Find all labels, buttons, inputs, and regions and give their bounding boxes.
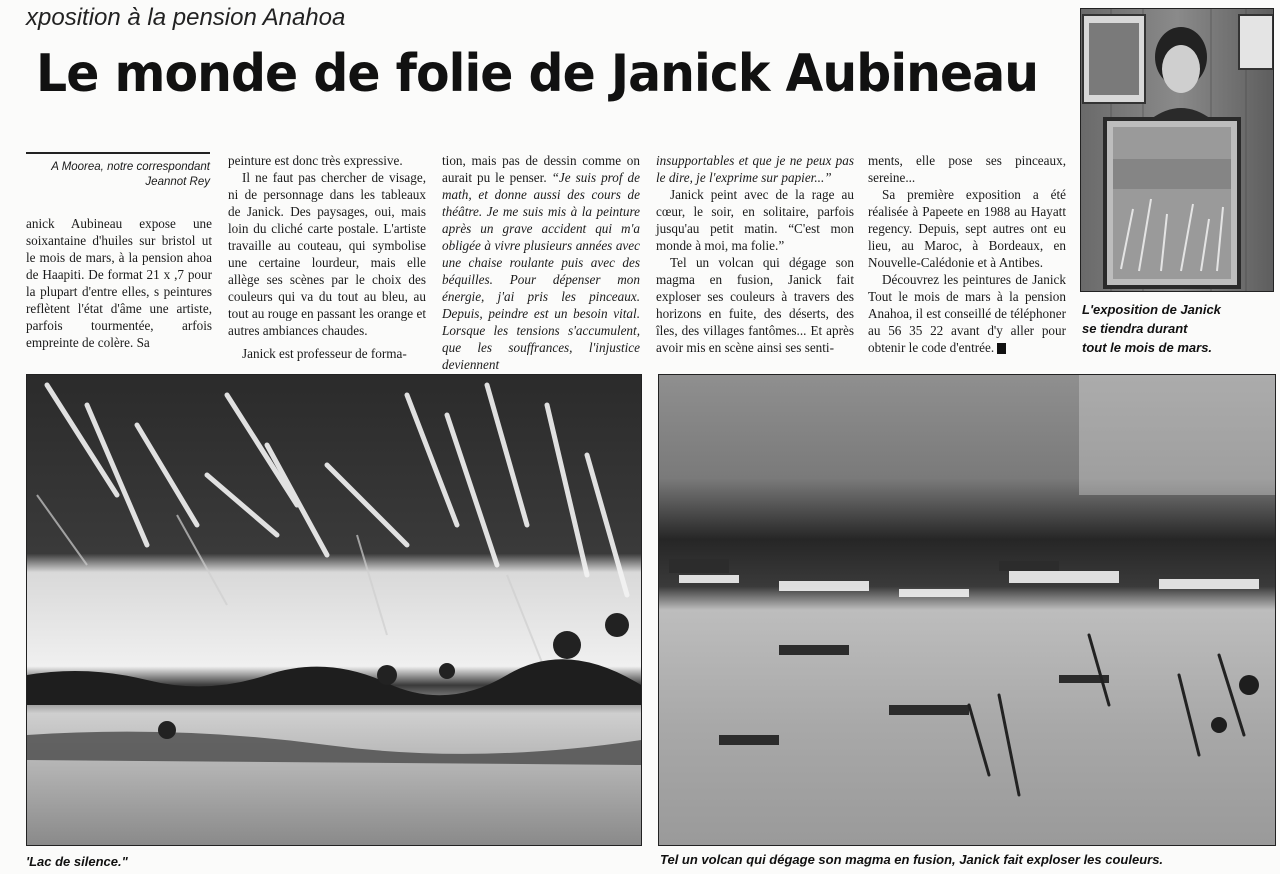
painting-lac-de-silence <box>26 374 642 846</box>
paragraph: anick Aubineau expose une soixantaine d'huiles sur bristol ut le mois de mars, à la pension ahoa de Haapiti. De format 21 x ,7 pour la plupart d'entre elles, s peintures reflètent l'état d'âme une artiste, parfois tourmentée, arfois empreinte de colère. Sa <box>26 216 212 350</box>
article-column-5 <box>868 152 1066 356</box>
volcano-caption: Tel un volcan qui dégage son magma en fusion, Janick fait exploser les couleurs. <box>660 852 1164 867</box>
paragraph: ments, elle pose ses pinceaux, sereine... <box>868 153 1066 185</box>
paragraph <box>656 152 854 186</box>
quote: insupportables et que je ne peux pas le dire, je l'exprime sur papier...” <box>656 153 854 185</box>
article-column-2 <box>228 152 426 362</box>
paragraph: Sa première exposition a été réalisée à Papeete en 1988 au Hayatt regency. Depuis, sept autres ont eu lieu, au Maroc, à Bordeaux, en Nouvelle-Calédonie et à Antibes. <box>868 187 1066 270</box>
show-through-ghost-text <box>300 104 1000 134</box>
portrait-caption-line: L'exposition de Janick <box>1082 302 1221 317</box>
article-column-1 <box>26 215 212 351</box>
paragraph: Tel un volcan qui dégage son magma en fusion, Janick fait exploser ses couleurs à travers des horizons en fuite, des déserts, des îles, des villages fantômes... Et après avoir mis en scène ainsi ses senti- <box>656 255 854 355</box>
article-column-3 <box>442 152 640 373</box>
paragraph <box>868 271 1066 356</box>
portrait-image <box>1081 9 1273 291</box>
paragraph-text: Découvrez les peintures de Janick Tout le mois de mars à la pension Anahoa, il est conseillé de téléphoner au 56 35 22 avant d'y aller pour obtenir le code d'entrée. <box>868 272 1066 355</box>
artist-portrait-photo <box>1080 8 1274 292</box>
paragraph: Il ne faut pas chercher de visage, ni de personnage dans les tableaux de Janick. Des paysages, oui, mais loin du cliché carte postale. L'artiste travaille au couteau, qui symbolise une certaine lourdeur, mais elle allège ses scènes par le choix des couleurs qui va du tout au bleu, au tout au rouge en passant les orange et autres ambiances chaudes. <box>228 170 426 338</box>
paragraph-lead: tion, mais pas de dessin comme on aurait pu le penser. <box>442 153 640 185</box>
portrait-caption-line: se tiendra durant <box>1082 321 1188 336</box>
volcano-painting-image <box>659 375 1275 845</box>
portrait-caption <box>1082 300 1272 357</box>
byline-line2: Jeannot Rey <box>145 176 210 188</box>
byline <box>26 152 210 190</box>
quote: “Je suis prof de math, et donne aussi des cours de théâtre. Je me suis mis à la peinture après un grave accident qui m'a obligée à vivre plusieurs années avec une chaise roulante puis avec des béquilles. Pour dépenser mon énergie, j'ai pris les pinceaux. Depuis, peindre est un besoin vital. Lorsque les tensions s'accumulent, que les souffrances, l'injustice deviennent <box>442 170 640 372</box>
kicker: xposition à la pension Anahoa <box>26 4 346 31</box>
headline: Le monde de folie de Janick Aubineau <box>36 44 1039 104</box>
lake-painting-image <box>27 375 641 845</box>
lake-caption: 'Lac de silence." <box>26 854 128 869</box>
portrait-caption-line: tout le mois de mars. <box>1082 340 1213 355</box>
paragraph: peinture est donc très expressive. <box>228 153 403 168</box>
paragraph: Janick peint avec de la rage au cœur, le soir, en solitaire, parfois jusqu'au petit matin. “C'est mon monde à moi, ma folie.” <box>656 187 854 253</box>
end-mark <box>997 343 1006 354</box>
byline-line1: A Moorea, notre correspondant <box>51 161 210 173</box>
painting-volcan <box>658 374 1276 846</box>
paragraph: Janick est professeur de forma- <box>242 346 407 361</box>
paragraph <box>442 152 640 373</box>
article-column-4 <box>656 152 854 356</box>
